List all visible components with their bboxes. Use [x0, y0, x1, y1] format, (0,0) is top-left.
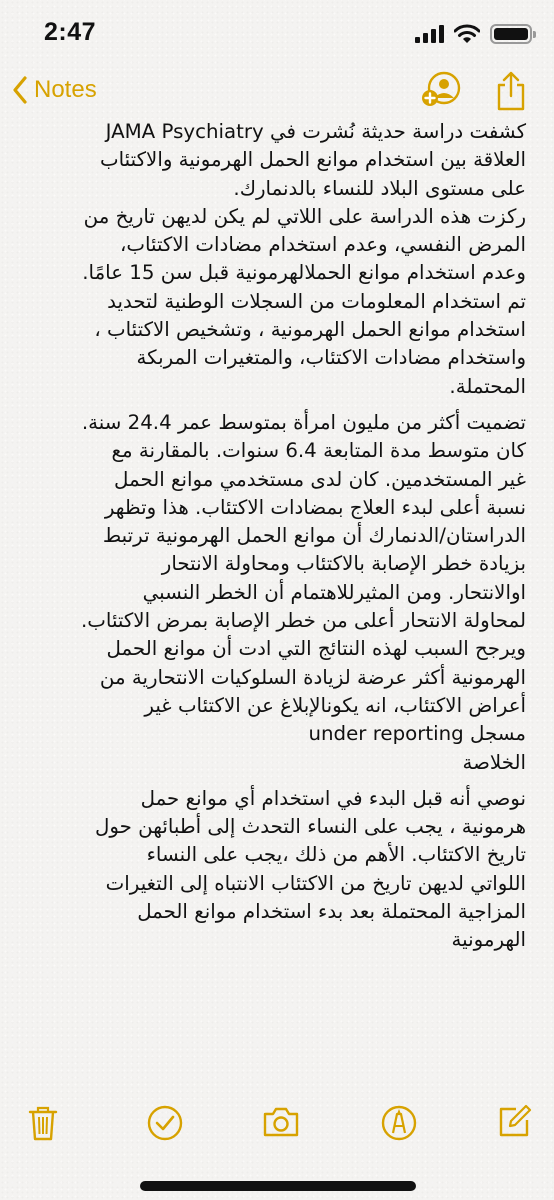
note-line: نوصي أنه قبل البدء في استخدام أي موانع حمل [140, 786, 526, 810]
note-line: تاريخ الاكتئاب. الأهم من ذلك ،يجب على النساء [146, 843, 526, 867]
home-indicator [140, 1181, 416, 1191]
note-line: أعراض الاكتئاب، انه يكونالإبلاغ عن الاكتئاب غير [144, 693, 526, 717]
note-line: تم استخدام المعلومات من السجلات الوطنية لتحديد [107, 289, 526, 313]
trash-icon[interactable] [28, 1104, 58, 1142]
note-line: كان متوسط مدة المتابعة 6.4 سنوات. بالمقارنة مع [111, 439, 526, 463]
note-line: هرمونية ، يجب على النساء التحدث إلى أطبائهن حول [95, 815, 526, 839]
compose-icon[interactable] [496, 1104, 532, 1140]
camera-icon[interactable] [262, 1104, 300, 1140]
note-line: بزيادة خطر الإصابة بالاكتئاب ومحاولة الانتحار [161, 552, 526, 576]
blank-line [34, 401, 526, 409]
status-icons [415, 22, 532, 46]
wifi-icon [454, 24, 480, 44]
note-line: المرض النفسي، وعدم استخدام مضادات الاكتئاب، [119, 233, 526, 257]
note-line: وعدم استخدام موانع الحملالهرمونية قبل سن 15 عامًا. [82, 261, 526, 285]
bottom-toolbar [0, 1100, 554, 1160]
cellular-signal-icon [415, 25, 444, 43]
note-line: اوالانتحار. ومن المثيرللاهتمام أن الخطر النسبي [142, 580, 526, 604]
note-line: على مستوى البلاد للنساء بالدنمارك. [233, 176, 526, 200]
note-line: مسجل under reporting [308, 722, 526, 746]
note-line: ركزت هذه الدراسة على اللاتي لم يكن لديهن تاريخ من [83, 204, 526, 228]
note-line: استخدام موانع الحمل الهرمونية ، وتشخيص الاكتئاب ، [94, 318, 526, 342]
note-line: الهرمونية أكثر عرضة لزيادة السلوكيات الانتحارية من [99, 665, 526, 689]
note-line: كشفت دراسة حديثة نُشرت في JAMA Psychiatry [105, 120, 526, 143]
back-button[interactable] [12, 68, 97, 112]
note-line: اللواتي لديهن تاريخ من الاكتئاب الانتباه إلى التغيرات [105, 871, 526, 895]
note-line: واستخدام مضادات الاكتئاب، والمتغيرات المربكة [136, 346, 526, 370]
note-text[interactable] [34, 118, 526, 955]
add-person-icon[interactable] [420, 70, 462, 110]
blank-line [34, 777, 526, 785]
status-bar [0, 0, 554, 64]
checklist-icon[interactable] [146, 1104, 184, 1142]
back-label: Notes [34, 76, 97, 103]
markup-icon[interactable] [380, 1104, 418, 1142]
share-icon[interactable] [494, 70, 528, 112]
battery-icon [490, 24, 532, 44]
note-line: الهرمونية [451, 928, 526, 952]
note-line: نسبة أعلى لبدء العلاج بمضادات الاكتئاب. هذا وتظهر [104, 495, 526, 519]
note-line: ويرجح السبب لهذه النتائج التي ادت أن موانع الحمل [106, 637, 526, 661]
status-time: 2:47 [44, 18, 97, 46]
note-heading: الخلاصة [462, 750, 526, 774]
note-line: المحتملة. [449, 374, 526, 398]
note-line: المزاجية المحتملة بعد بدء استخدام موانع الحمل [137, 900, 526, 924]
note-line: غير المستخدمين. كان لدى مستخدمي موانع الحمل [114, 467, 526, 491]
chevron-left-icon [12, 76, 28, 104]
note-line: تضميت أكثر من مليون امرأة بمتوسط عمر 24.4 سنة. [81, 410, 526, 434]
note-line: الدراستان/الدنمارك أن موانع الحمل الهرمونية ترتبط [102, 524, 526, 548]
note-line: العلاقة بين استخدام موانع الحمل الهرمونية والاكتئاب [100, 148, 526, 172]
note-line: لمحاولة الانتحار أعلى من خطر الإصابة بمرض الاكتئاب. [81, 609, 526, 633]
navigation-bar [0, 64, 554, 114]
